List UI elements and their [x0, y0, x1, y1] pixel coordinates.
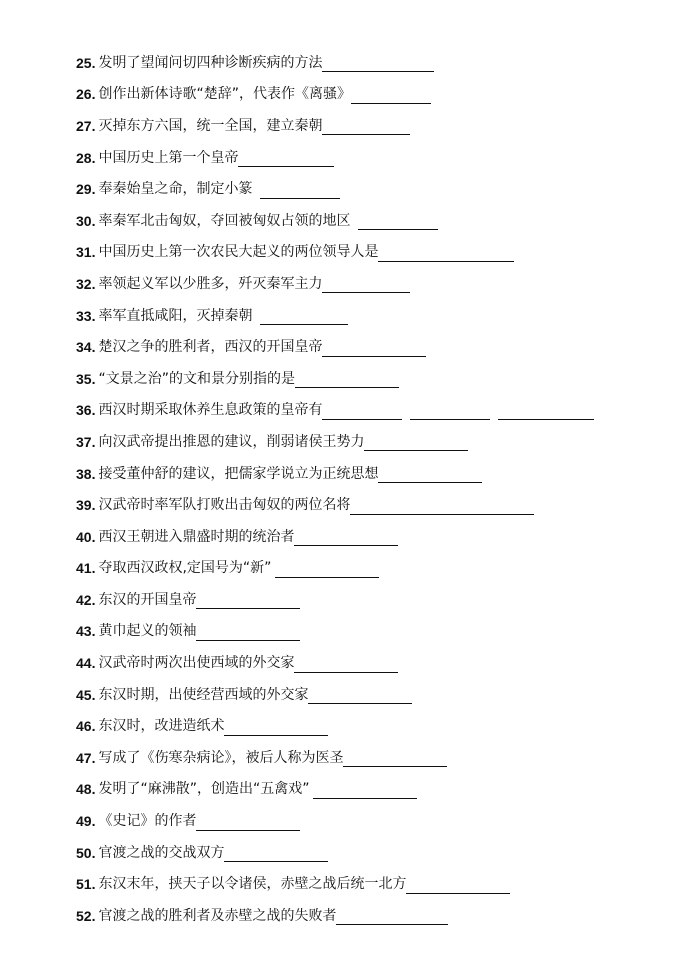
question-45: [76, 679, 666, 711]
question-33: [76, 300, 666, 332]
question-32: [76, 268, 666, 300]
question-number: 51.: [76, 876, 96, 893]
question-number: 38.: [76, 465, 96, 482]
question-text: 西汉时期采取休养生息政策的皇帝有: [98, 402, 323, 419]
question-31: [76, 237, 666, 269]
question-number: 39.: [76, 497, 96, 514]
answer-blank[interactable]: [196, 815, 300, 831]
question-49: [76, 805, 666, 837]
answer-blank[interactable]: [406, 878, 510, 894]
question-number: 25.: [76, 54, 96, 71]
question-number: 43.: [76, 623, 96, 640]
question-text: 发明了望闻问切四种诊断疾病的方法: [98, 54, 323, 71]
answer-blank[interactable]: [364, 435, 468, 451]
question-text: 《史记》的作者: [98, 813, 197, 830]
question-text: 灭掉东方六国，统一全国，建立秦朝: [98, 117, 323, 134]
question-38: [76, 458, 666, 490]
question-number: 26.: [76, 86, 96, 103]
answer-blank[interactable]: [351, 88, 431, 104]
question-47: [76, 742, 666, 774]
question-number: 36.: [76, 402, 96, 419]
question-text: 官渡之战的交战双方: [98, 844, 225, 861]
question-text: 奉秦始皇之命，制定小篆: [98, 181, 253, 198]
question-50: [76, 837, 666, 869]
answer-blank[interactable]: [322, 341, 426, 357]
question-text: 楚汉之争的胜利者，西汉的开国皇帝: [98, 339, 323, 356]
question-text: 率秦军北击匈奴，夺回被匈奴占领的地区: [98, 212, 351, 229]
question-44: [76, 647, 666, 679]
question-text: 率领起义军以少胜多，歼灭秦军主力: [98, 275, 323, 292]
question-number: 27.: [76, 117, 96, 134]
answer-blank-1[interactable]: [322, 404, 402, 420]
question-text: 率军直抵咸阳，灭掉秦朝: [98, 307, 253, 324]
question-35: [76, 363, 666, 395]
question-text: 夺取西汉政权,定国号为“新”: [98, 560, 272, 577]
answer-blank[interactable]: [336, 909, 448, 925]
answer-blank-3[interactable]: [498, 404, 594, 420]
question-text: “文景之治”的文和景分别指的是: [98, 370, 295, 387]
answer-blank[interactable]: [308, 688, 412, 704]
question-number: 34.: [76, 339, 96, 356]
answer-blank[interactable]: [313, 783, 417, 799]
question-number: 37.: [76, 433, 96, 450]
question-51: [76, 868, 666, 900]
question-text: 中国历史上第一次农民大起义的两位领导人是: [98, 244, 379, 261]
question-39: [76, 489, 666, 521]
answer-blank[interactable]: [238, 151, 334, 167]
answer-blank[interactable]: [343, 751, 447, 767]
question-text: 写成了《伤寒杂病论》，被后人称为医圣: [98, 749, 344, 766]
question-36: [76, 395, 666, 427]
answer-blank[interactable]: [275, 562, 379, 578]
question-42: [76, 584, 666, 616]
question-text: 向汉武帝提出推恩的建议，削弱诸侯王势力: [98, 433, 365, 450]
answer-blank[interactable]: [378, 246, 514, 262]
question-25: [76, 47, 666, 79]
question-27: [76, 110, 666, 142]
question-40: [76, 521, 666, 553]
question-text: 创作出新体诗歌“楚辞”，代表作《离骚》: [98, 86, 351, 103]
question-29: [76, 173, 666, 205]
question-text: 东汉时期，出使经营西域的外交家: [98, 686, 309, 703]
answer-blank[interactable]: [224, 720, 328, 736]
answer-blank[interactable]: [350, 499, 534, 515]
answer-blank[interactable]: [294, 657, 398, 673]
answer-blank[interactable]: [322, 56, 434, 72]
question-number: 49.: [76, 813, 96, 830]
question-text: 中国历史上第一个皇帝: [98, 149, 239, 166]
question-52: [76, 900, 666, 932]
question-text: 西汉王朝进入鼎盛时期的统治者: [98, 528, 295, 545]
answer-blank[interactable]: [294, 530, 398, 546]
question-number: 46.: [76, 718, 96, 735]
question-number: 48.: [76, 781, 96, 798]
question-number: 32.: [76, 275, 96, 292]
answer-blank[interactable]: [260, 309, 348, 325]
question-48: [76, 774, 666, 806]
question-number: 47.: [76, 749, 96, 766]
question-30: [76, 205, 666, 237]
question-text: 汉武帝时两次出使西域的外交家: [98, 655, 295, 672]
answer-blank[interactable]: [322, 277, 410, 293]
question-text: 发明了“麻沸散”，创造出“五禽戏”: [98, 781, 310, 798]
question-list: [76, 47, 666, 932]
question-text: 黄巾起义的领袖: [98, 623, 197, 640]
question-number: 42.: [76, 591, 96, 608]
question-43: [76, 616, 666, 648]
question-28: [76, 142, 666, 174]
question-text: 东汉末年，挟天子以令诸侯，赤壁之战后统一北方: [98, 876, 407, 893]
question-41: [76, 553, 666, 585]
answer-blank[interactable]: [322, 119, 410, 135]
answer-blank[interactable]: [260, 183, 340, 199]
question-26: [76, 79, 666, 111]
question-number: 29.: [76, 181, 96, 198]
question-text: 官渡之战的胜利者及赤壁之战的失败者: [98, 907, 337, 924]
question-text: 汉武帝时率军队打败出击匈奴的两位名将: [98, 497, 351, 514]
answer-blank-2[interactable]: [410, 404, 490, 420]
question-number: 31.: [76, 244, 96, 261]
answer-blank[interactable]: [295, 372, 399, 388]
question-number: 35.: [76, 370, 96, 387]
question-number: 50.: [76, 844, 96, 861]
question-34: [76, 331, 666, 363]
question-number: 30.: [76, 212, 96, 229]
answer-blank[interactable]: [358, 214, 438, 230]
answer-blank[interactable]: [196, 625, 300, 641]
answer-blank[interactable]: [224, 846, 328, 862]
question-text: 东汉时，改进造纸术: [98, 718, 225, 735]
question-number: 52.: [76, 907, 96, 924]
question-37: [76, 426, 666, 458]
question-number: 41.: [76, 560, 96, 577]
answer-blank[interactable]: [196, 593, 300, 609]
question-number: 33.: [76, 307, 96, 324]
question-number: 44.: [76, 655, 96, 672]
answer-blank[interactable]: [378, 467, 482, 483]
question-number: 45.: [76, 686, 96, 703]
question-text: 接受董仲舒的建议，把儒家学说立为正统思想: [98, 465, 379, 482]
question-number: 40.: [76, 528, 96, 545]
question-number: 28.: [76, 149, 96, 166]
question-46: [76, 710, 666, 742]
question-text: 东汉的开国皇帝: [98, 591, 197, 608]
